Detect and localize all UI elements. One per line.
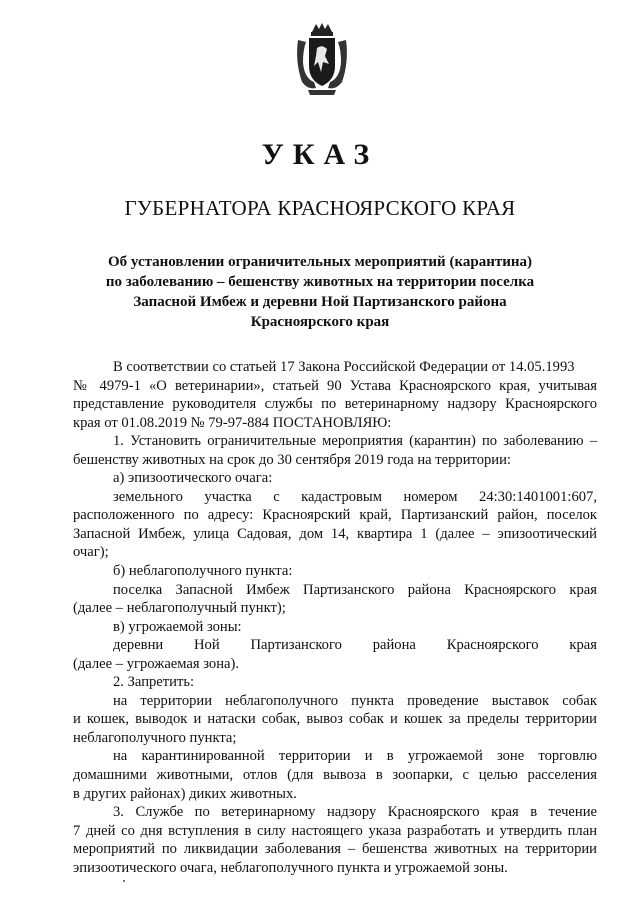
heading-line: Красноярского края <box>250 314 390 330</box>
body-line: деревни Ной Партизанского района Красноярского края <box>113 637 597 654</box>
body-line: б) неблагополучного пункта: <box>113 563 293 580</box>
body-line: края от 01.08.2019 № 79-97-884 ПОСТАНОВЛЯЮ: <box>73 414 392 431</box>
body-line: 1. Установить ограничительные мероприятия (карантин) по заболеванию – <box>113 433 597 450</box>
body-line: (далее – неблагополучный пункт); <box>73 600 286 617</box>
body-line: неблагополучного пункта; <box>73 729 237 746</box>
body-line: на карантинированной территории и в угрожаемой зоне торговлю <box>113 748 597 765</box>
body-line: бешенству животных на срок до 30 сентября 2019 года на территории: <box>73 451 511 468</box>
body-line: № 4979-1 «О ветеринарии», статьей 90 Устава Красноярского края, учитывая <box>73 377 597 394</box>
body-line: поселка Запасной Имбеж Партизанского района Красноярского края <box>113 581 597 598</box>
body-line: В соответствии со статьей 17 Закона Российской Федерации от 14.05.1993 <box>113 359 575 375</box>
body-line: мероприятий по ликвидации заболевания – бешенства животных на территории <box>73 841 597 858</box>
body-line: 2. Запретить: <box>113 674 195 691</box>
body-line: представление руководителя службы по ветеринарному надзору Красноярского <box>73 396 597 413</box>
body-line: 3. Службе по ветеринарному надзору Красноярского края в течение <box>113 804 597 821</box>
body-line: домашними животными, отлов (для вывоза в зоопарки, с целью расселения <box>73 767 597 784</box>
body-line: земельного участка с кадастровым номером 24:30:1401001:607, <box>113 488 597 505</box>
body-line: и кошек, выводок и натаски собак, вывоз собак и кошек за пределы территории <box>73 711 597 728</box>
body-line: Запасной Имбеж, улица Садовая, дом 14, квартира 1 (далее – эпизоотический <box>73 525 597 542</box>
body-line: а) эпизоотического очага: <box>113 470 273 487</box>
body-line: (далее – угрожаемая зона). <box>73 655 240 672</box>
body-line: очаг); <box>73 544 109 561</box>
decree-body <box>73 358 597 877</box>
heading-line: по заболеванию – бешенству животных на территории поселка <box>105 274 535 290</box>
heading-line: Запасной Имбеж и деревни Ной Партизанского района <box>133 294 507 310</box>
decree-heading <box>60 252 580 332</box>
body-line: 7 дней со дня вступления в силу настоящего указа разработать и утвердить план <box>73 822 597 839</box>
document-title: УКАЗ <box>261 138 379 171</box>
document-issuer: ГУБЕРНАТОРА КРАСНОЯРСКОГО КРАЯ <box>124 196 516 220</box>
body-line: расположенного по адресу: Красноярский край, Партизанский район, поселок <box>73 507 597 524</box>
coat-of-arms-icon <box>294 22 350 96</box>
body-line: эпизоотического очага, неблагополучного пункта и угрожаемой зоны. <box>73 859 508 876</box>
body-line: в других районах) диких животных. <box>73 785 297 802</box>
scan-speck <box>123 880 125 882</box>
body-line: на территории неблагополучного пункта проведение выставок собак <box>113 692 597 709</box>
heading-line: Об установлении ограничительных мероприятий (карантина) <box>107 254 532 270</box>
body-line: в) угрожаемой зоны: <box>113 618 242 635</box>
